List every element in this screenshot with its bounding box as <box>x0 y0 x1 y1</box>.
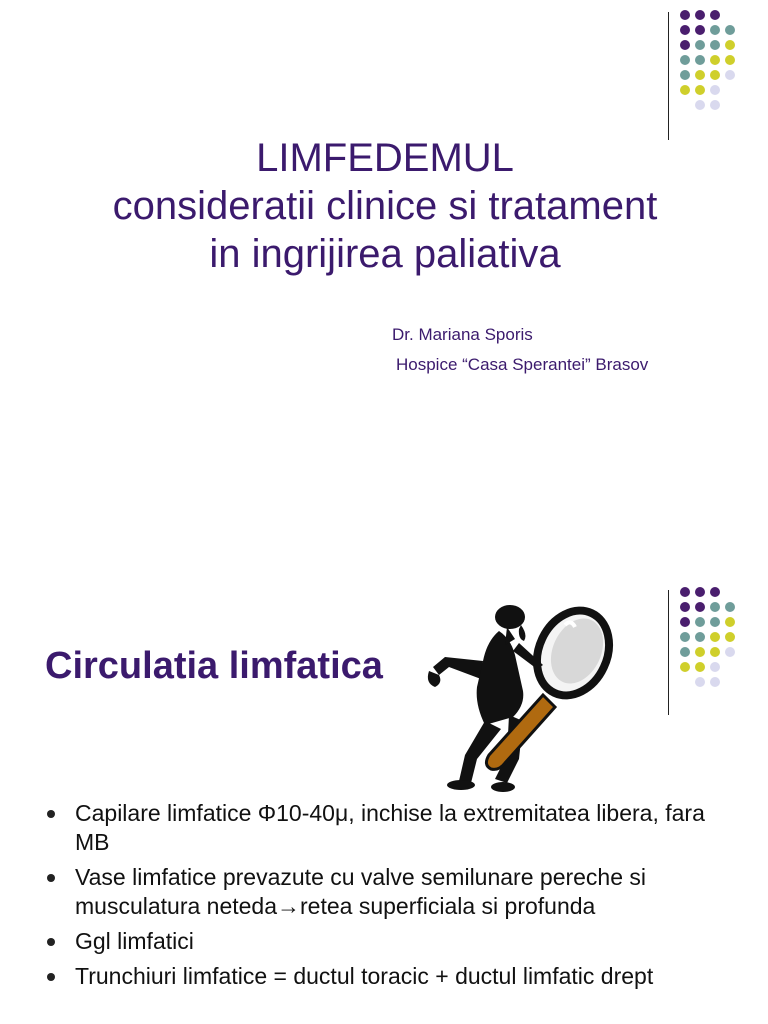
decorative-dot <box>710 632 720 642</box>
bullet-text: Ggl limfatici <box>75 928 194 954</box>
decorative-dot <box>710 55 720 65</box>
bullet-list <box>44 799 744 997</box>
decorative-dot <box>710 25 720 35</box>
bullet-icon <box>47 938 55 946</box>
decorative-dot <box>725 602 735 612</box>
decorative-dot <box>695 677 705 687</box>
decorative-dot <box>710 85 720 95</box>
decorative-dot <box>680 632 690 642</box>
decorative-vertical-line <box>668 12 669 140</box>
decorative-dot <box>695 587 705 597</box>
title-line-1: LIMFEDEMUL <box>256 136 514 180</box>
decorative-dot <box>710 70 720 80</box>
decorative-dot <box>725 647 735 657</box>
author-block <box>392 320 648 380</box>
bullet-text: Trunchiuri limfatice = ductul toracic + ductul limfatic drept <box>75 963 654 989</box>
decorative-dot <box>680 25 690 35</box>
decorative-dot <box>710 647 720 657</box>
decorative-dot <box>680 587 690 597</box>
list-item <box>44 799 744 857</box>
decorative-dot <box>695 70 705 80</box>
title-line-3: in ingrijirea paliativa <box>209 232 561 276</box>
decorative-dot <box>710 662 720 672</box>
bullet-text: Vase limfatice prevazute cu valve semilunare pereche si musculatura neteda→retea superficiala si profunda <box>75 864 647 919</box>
slide-heading: Circulatia limfatica <box>45 645 383 687</box>
bullet-icon <box>47 810 55 818</box>
decorative-dot <box>695 602 705 612</box>
decorative-dot <box>680 662 690 672</box>
decorative-dot <box>695 647 705 657</box>
bullet-icon <box>47 874 55 882</box>
decorative-dot <box>695 100 705 110</box>
decorative-dot <box>710 602 720 612</box>
list-item <box>44 927 744 956</box>
decorative-dot <box>680 647 690 657</box>
decorative-dot <box>710 10 720 20</box>
decorative-dot <box>695 10 705 20</box>
content-slide <box>0 575 768 1024</box>
decorative-dot <box>695 662 705 672</box>
decorative-dot <box>695 25 705 35</box>
title-line-2: consideratii clinice si tratament <box>112 184 658 228</box>
decorative-dot <box>695 40 705 50</box>
decorative-dot <box>725 70 735 80</box>
decorative-vertical-line <box>668 590 669 715</box>
decorative-dot <box>725 55 735 65</box>
dot-grid-decoration-icon <box>680 587 760 697</box>
decorative-dot <box>695 632 705 642</box>
figure-arm <box>433 657 483 679</box>
decorative-dot <box>680 55 690 65</box>
decorative-dot <box>680 40 690 50</box>
bullet-icon <box>47 973 55 981</box>
figure-foot-left <box>447 780 475 790</box>
decorative-dot <box>680 602 690 612</box>
figure-body <box>477 631 524 725</box>
decorative-dot <box>710 677 720 687</box>
decorative-dot <box>725 25 735 35</box>
magnifying-glass-figure-icon <box>425 595 615 795</box>
decorative-dot <box>695 55 705 65</box>
decorative-dot <box>695 85 705 95</box>
bullet-text: Capilare limfatice Φ10-40μ, inchise la extremitatea libera, fara MB <box>75 800 705 855</box>
list-item <box>44 962 744 991</box>
list-item <box>44 863 744 921</box>
decorative-dot <box>680 70 690 80</box>
decorative-dot <box>680 617 690 627</box>
decorative-dot <box>680 85 690 95</box>
author-name: Dr. Mariana Sporis <box>392 325 533 344</box>
figure-foot-right <box>491 782 515 792</box>
decorative-dot <box>680 10 690 20</box>
decorative-dot <box>725 632 735 642</box>
figure-head <box>495 605 525 629</box>
decorative-dot <box>710 587 720 597</box>
decorative-dot <box>695 617 705 627</box>
decorative-dot <box>710 40 720 50</box>
dot-grid-decoration-icon <box>680 10 760 120</box>
decorative-dot <box>725 40 735 50</box>
decorative-dot <box>725 617 735 627</box>
decorative-dot <box>710 617 720 627</box>
figure-neck <box>505 627 515 645</box>
figure-nose <box>519 625 526 641</box>
slide-title <box>60 134 710 278</box>
decorative-dot <box>710 100 720 110</box>
author-affiliation: Hospice “Casa Sperantei” Brasov <box>396 355 649 374</box>
